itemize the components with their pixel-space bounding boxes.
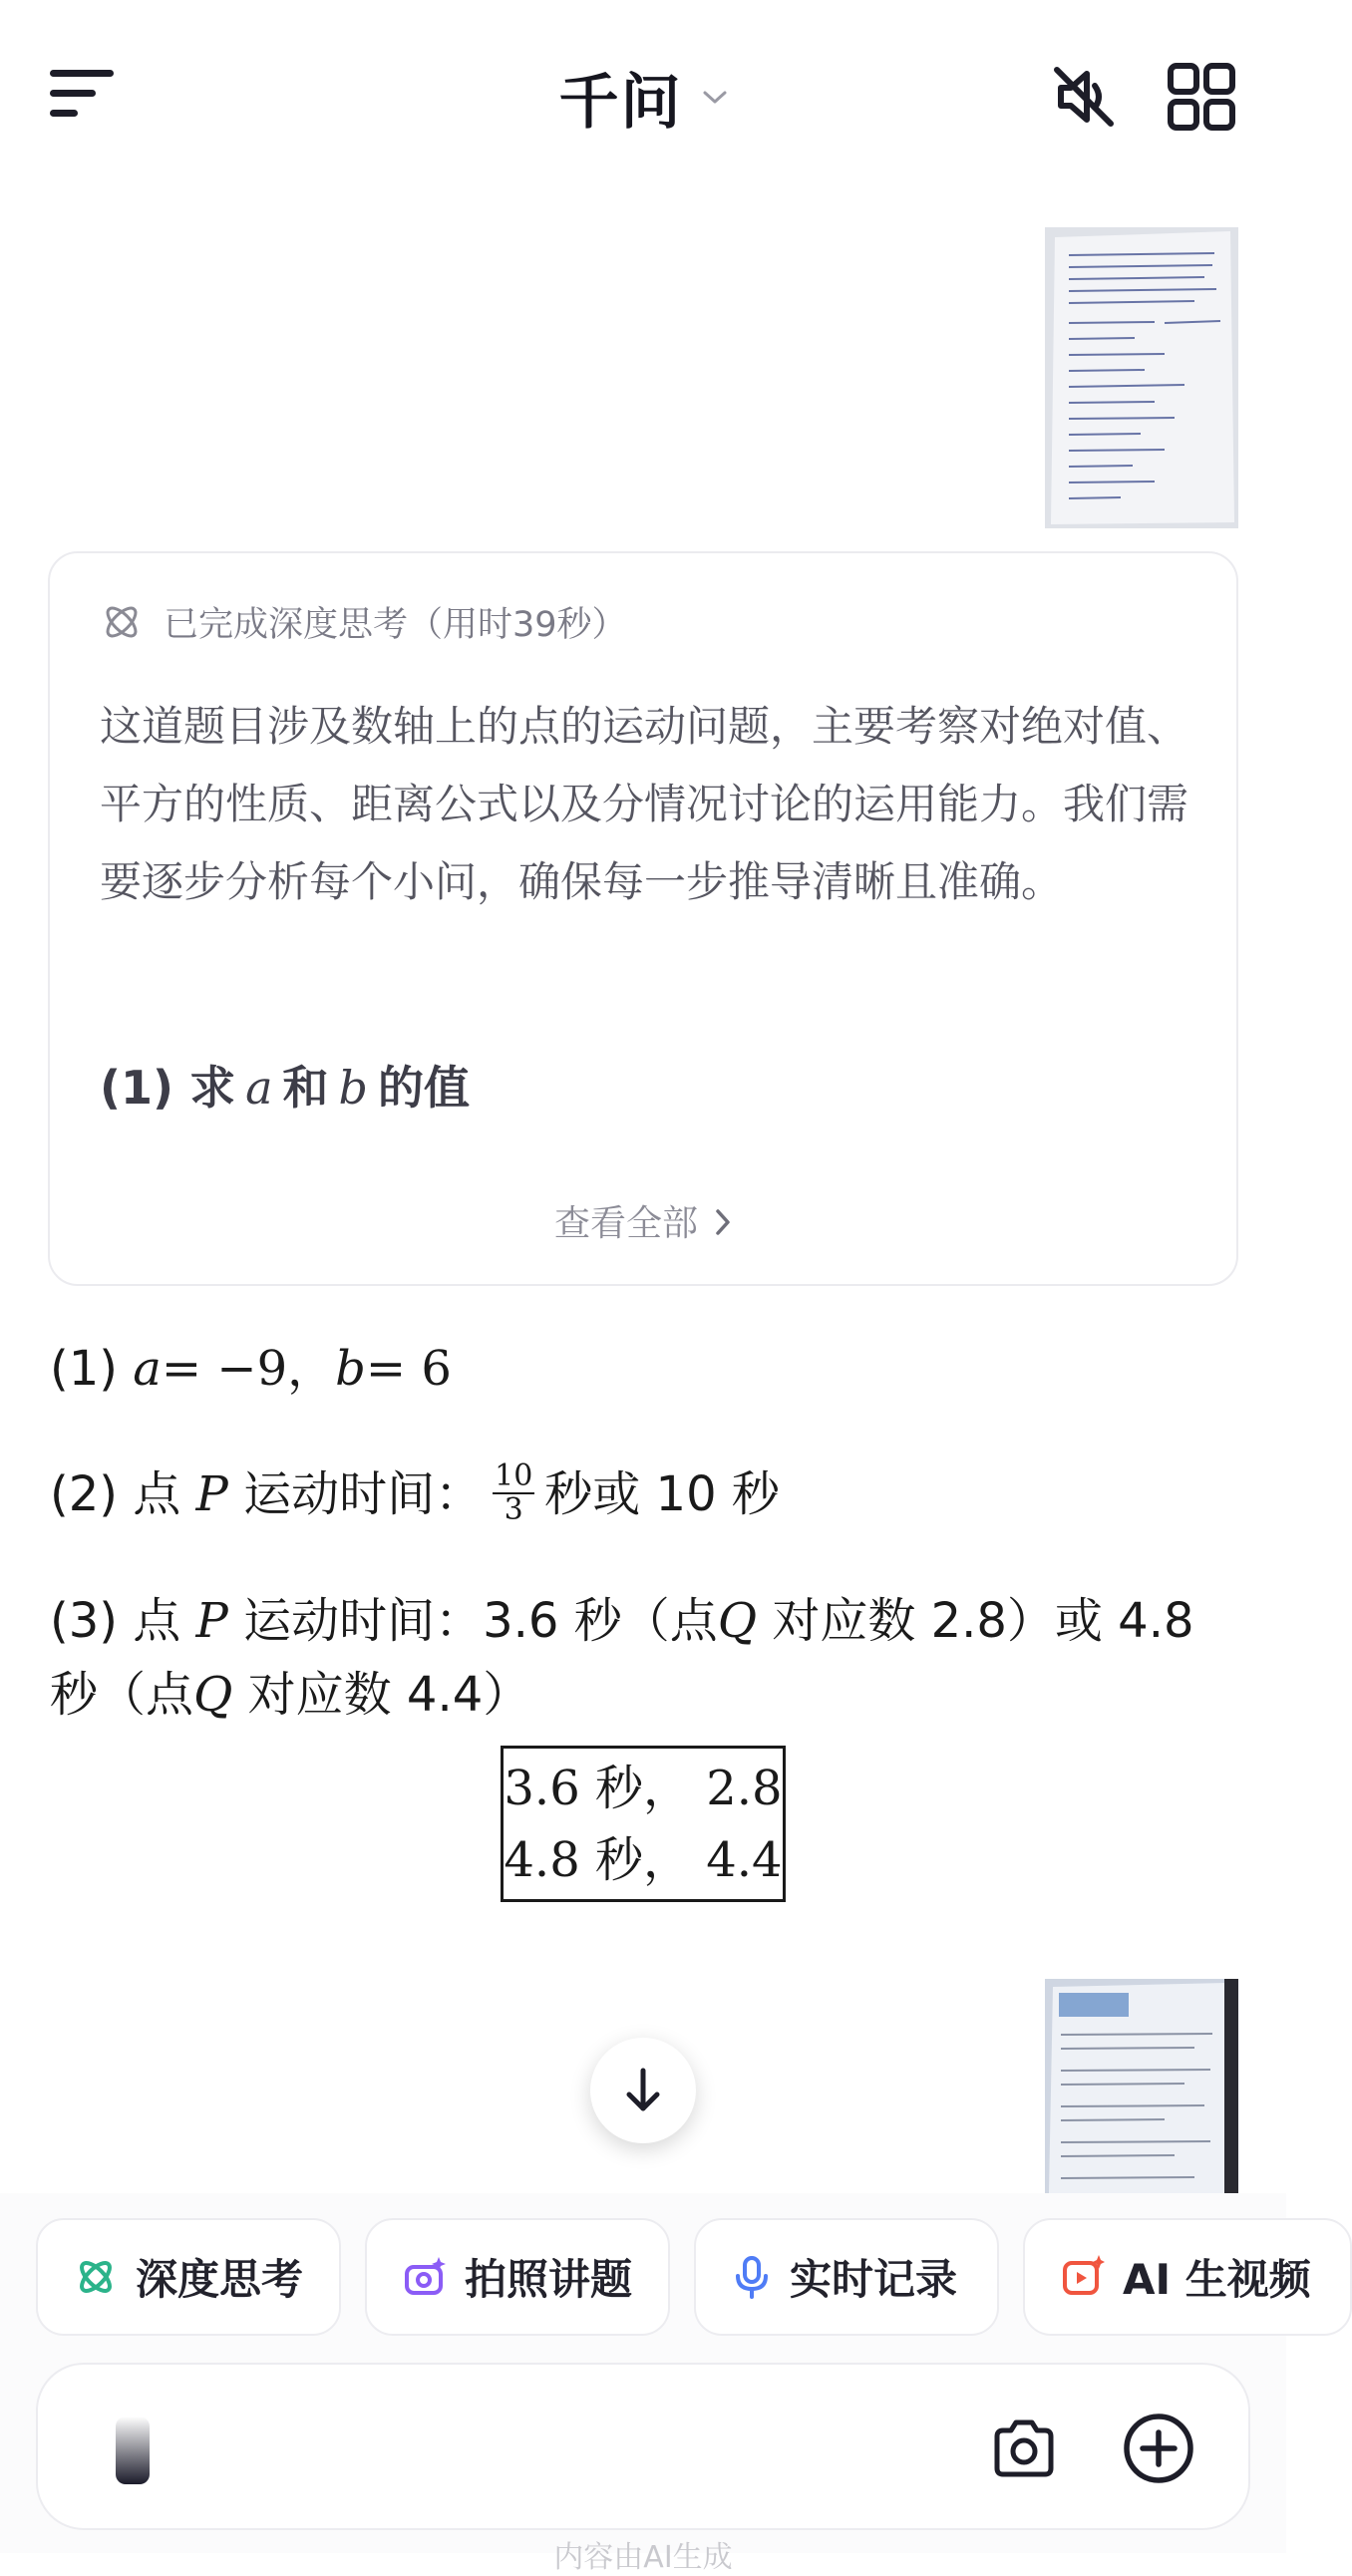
boxed-final-answer: 3.6 秒， 2.8 4.8 秒， 4.4 [501,1746,786,1902]
answer-line-1: (1) a= −9，b= 6 [50,1341,452,1397]
chevron-down-icon[interactable] [702,90,728,106]
chip-photo-explain[interactable]: 拍照讲题 [365,2218,670,2336]
scroll-to-bottom-button[interactable] [590,2038,696,2143]
arrow-down-icon [621,2067,665,2114]
handwritten-notes-image [1045,227,1238,528]
user-uploaded-photo[interactable] [1045,227,1238,528]
plus-circle-icon[interactable] [1119,2409,1198,2488]
top-bar [0,0,1286,189]
fraction: $\frac{10}{3}$ [495,1458,533,1527]
atom-icon [100,600,144,644]
chevron-right-icon [714,1207,732,1237]
app-title[interactable]: 千问 [558,68,683,138]
microphone-icon [732,2255,772,2299]
user-uploaded-photo-2[interactable] [1045,1979,1238,2193]
message-input-bar[interactable] [36,2363,1250,2530]
grid-apps-icon[interactable] [1167,62,1236,132]
thinking-summary: 这道题目涉及数轴上的点的运动问题，主要考察对绝对值、平方的性质、距离公式以及分情况讨论的运用能力。我们需要逐步分析每个小问，确保每一步推导清晰且准确。 [100,702,1189,906]
camera-icon[interactable] [987,2413,1061,2486]
video-sparkle-icon [1061,2255,1105,2299]
chip-deep-thinking[interactable]: 深度思考 [36,2218,341,2336]
speaker-muted-icon[interactable] [1049,62,1119,132]
ai-disclaimer: 内容由AI生成 [553,2540,733,2575]
chip-live-record[interactable]: 实时记录 [694,2218,999,2336]
textbook-page-image [1045,1979,1238,2193]
message-input[interactable] [168,2422,925,2474]
view-all-link[interactable]: 查看全部 [50,1195,1236,1246]
answer-line-2: (2) 点 P 运动时间： $\frac{10}{3}$ 秒或 10 秒 [50,1458,780,1527]
answer-line-3: (3) 点 P 运动时间：3.6 秒（点Q 对应数 2.8）或 4.8 秒（点Q 对应数 4.4） [50,1593,1194,1723]
thinking-status-row[interactable] [100,597,627,647]
camera-sparkle-icon [403,2255,447,2299]
chip-ai-video[interactable]: AI 生视频 [1023,2218,1352,2336]
thinking-status-text: 已完成深度思考（用时39秒） [164,605,627,645]
atom-icon [74,2255,118,2299]
bottom-composer-panel [0,2193,1311,2553]
thinking-subheading: (1) 求 a 和 b 的值 [100,1061,470,1115]
voice-indicator [116,2416,150,2484]
deep-thinking-card [48,551,1238,1286]
